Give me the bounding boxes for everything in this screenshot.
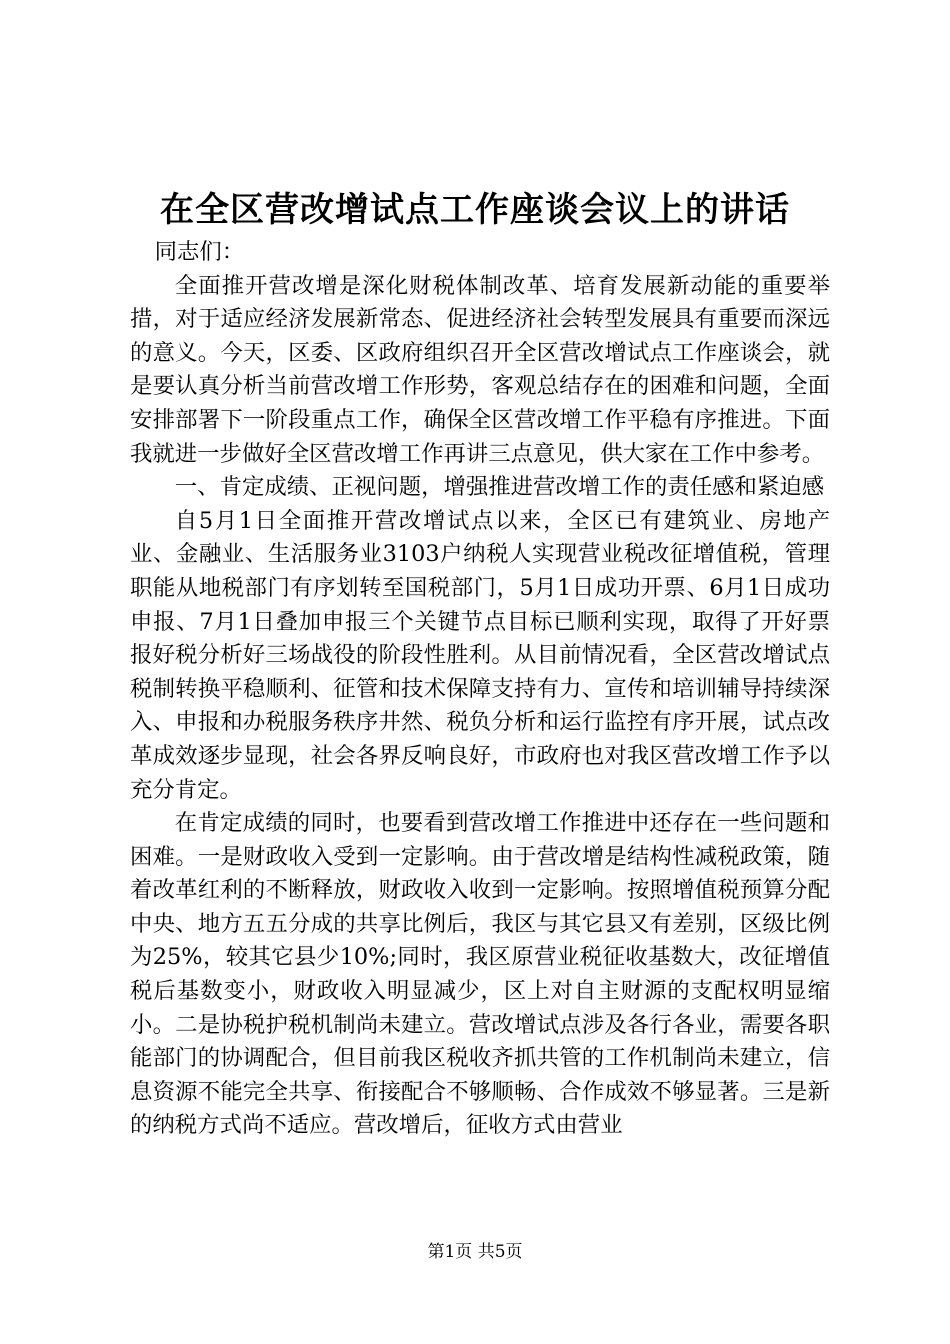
document-body (130, 236, 830, 1143)
paragraph-intro: 全面推开营改增是深化财税体制改革、培育发展新动能的重要举措，对于适应经济发展新常态、促进经济社会转型发展具有重要而深远的意义。今天，区委、区政府组织召开全区营改增试点工作座谈会，就是要认真分析当前营改增工作形势，客观总结存在的困难和问题，全面安排部署下一阶段重点工作，确保全区营改增工作平稳有序推进。下面我就进一步做好全区营改增工作再讲三点意见，供大家在工作中参考。 (130, 272, 830, 467)
paragraph-achievements: 自5月1日全面推开营改增试点以来，全区已有建筑业、房地产业、金融业、生活服务业3103户纳税人实现营业税改征增值税，管理职能从地税部门有序划转至国税部门，5月1日成功开票、6月1日成功申报、7月1日叠加申报三个关键节点目标已顺利实现，取得了开好票报好税分析好三场战役的阶段性胜利。从目前情况看，全区营改增试点税制转换平稳顺利、征管和技术保障支持有力、宣传和培训辅导持续深入、申报和办税服务秩序井然、税负分析和运行监控有序开展，试点改革成效逐步显现，社会各界反响良好，市政府也对我区营改增工作予以充分肯定。 (130, 507, 830, 803)
section-heading-1: 一、肯定成绩、正视问题，增强推进营改增工作的责任感和紧迫感 (174, 474, 825, 501)
paragraph-problems: 在肯定成绩的同时，也要看到营改增工作推进中还存在一些问题和困难。一是财政收入受到一定影响。由于营改增是结构性减税政策，随着改革红利的不断释放，财政收入收到一定影响。按照增值税预算分配中央、地方五五分成的共享比例后，我区与其它县又有差别，区级比例为25%，较其它县少10%;同时，我区原营业税征收基数大，改征增值税后基数变小，财政收入明显减少，区上对自主财源的支配权明显缩小。二是协税护税机制尚未建立。营改增试点涉及各行各业，需要各职能部门的协调配合，但目前我区税收齐抓共管的工作机制尚未建立，信息资源不能完全共享、衔接配合不够顺畅、合作成效不够显著。三是新的纳税方式尚不适应。营改增后，征收方式由营业 (130, 810, 830, 1139)
page-number: 第1页 共5页 (427, 1242, 523, 1262)
salutation: 同志们： (154, 239, 245, 265)
page-title: 在全区营改增试点工作座谈会议上的讲话 (160, 190, 790, 230)
